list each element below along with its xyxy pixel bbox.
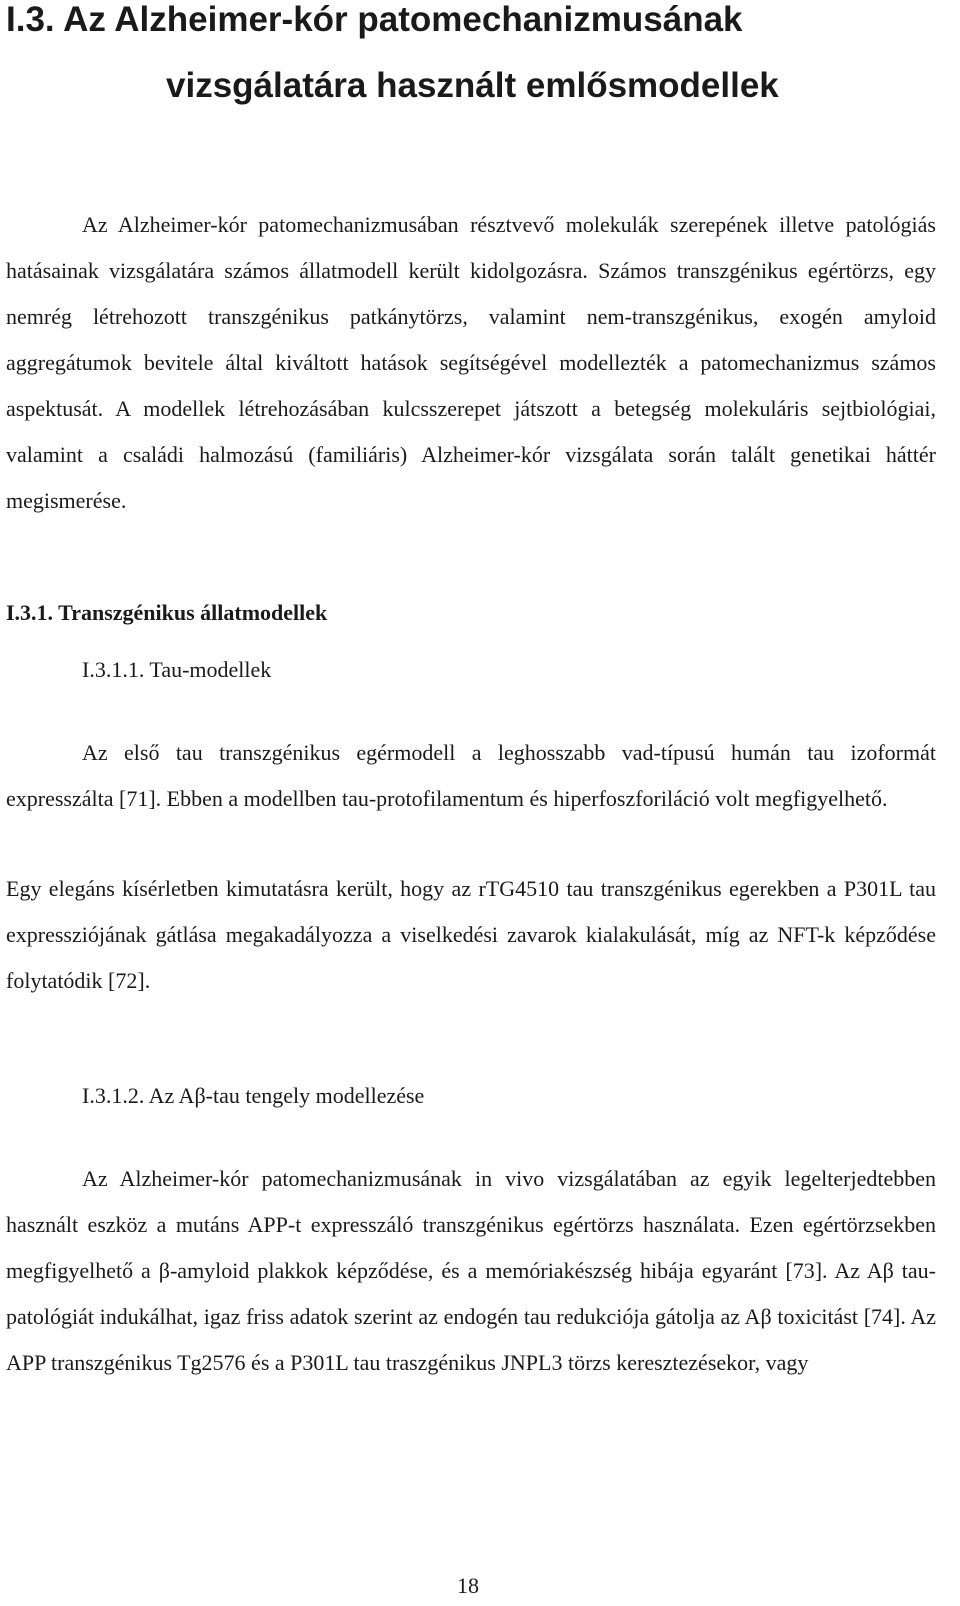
intro-paragraph: Az Alzheimer-kór patomechanizmusában résztvevő molekulák szerepének illetve patológiás hatásainak vizsgálatára számos állatmodell került kidolgozásra. Számos transzgénikus egértörzs, egy nemrég létrehozott transzgénikus patkánytörzs, valamint nem-transzgénikus, exogén amyloid aggregátumok bevitele által kiváltott hatások segítségével modellezték a patomechanizmus számos aspektusát. A modellek létrehozásában kulcsszerepet játszott a betegség molekuláris sejtbiológiai, valamint a családi halmozású (familiáris) Alzheimer-kór vizsgálata során talált genetikai háttér megismerése. [6,212,936,513]
tau-paragraph-1: Az első tau transzgénikus egérmodell a leghosszabb vad-típusú humán tau izoformát expresszálta [71]. Ebben a modellben tau-protofilamentum és hiperfoszforiláció volt megfigyelhető. [6,740,936,811]
page-number: 18 [457,1573,479,1598]
section-heading-3111: I.3.1.1. Tau-modellek [82,657,272,682]
chapter-title-line-1: I.3. Az Alzheimer-kór patomechanizmusának [6,0,743,39]
chapter-title [0,0,960,105]
chapter-title-line-2: vizsgálatára használt emlősmodellek [166,66,779,105]
section-heading-3112: I.3.1.2. Az Aβ-tau tengely modellezése [82,1083,425,1108]
tau-paragraph-2: Egy elegáns kísérletben kimutatásra került, hogy az rTG4510 tau transzgénikus egerekben a P301L tau expressziójának gátlása megakadályozza a viselkedési zavarok kialakulását, míg az NFT-k képződése folytatódik [72]. [6,876,936,993]
abeta-tau-paragraph: Az Alzheimer-kór patomechanizmusának in vivo vizsgálatában az egyik legelterjedtebben használt eszköz a mutáns APP-t expresszáló transzgénikus egértörzs használata. Ezen egértörzsekben megfigyelhető a β-amyloid plakkok képződése, és a memóriakészség hibája egyaránt [73]. Az Aβ tau-patológiát indukálhat, igaz friss adatok szerint az endogén tau redukciója gátolja az Aβ toxicitást [74]. Az APP transzgénikus Tg2576 és a P301L tau traszgénikus JNPL3 törzs keresztezésekor, vagy [6,1166,936,1375]
section-heading-311: I.3.1. Transzgénikus állatmodellek [6,600,328,625]
